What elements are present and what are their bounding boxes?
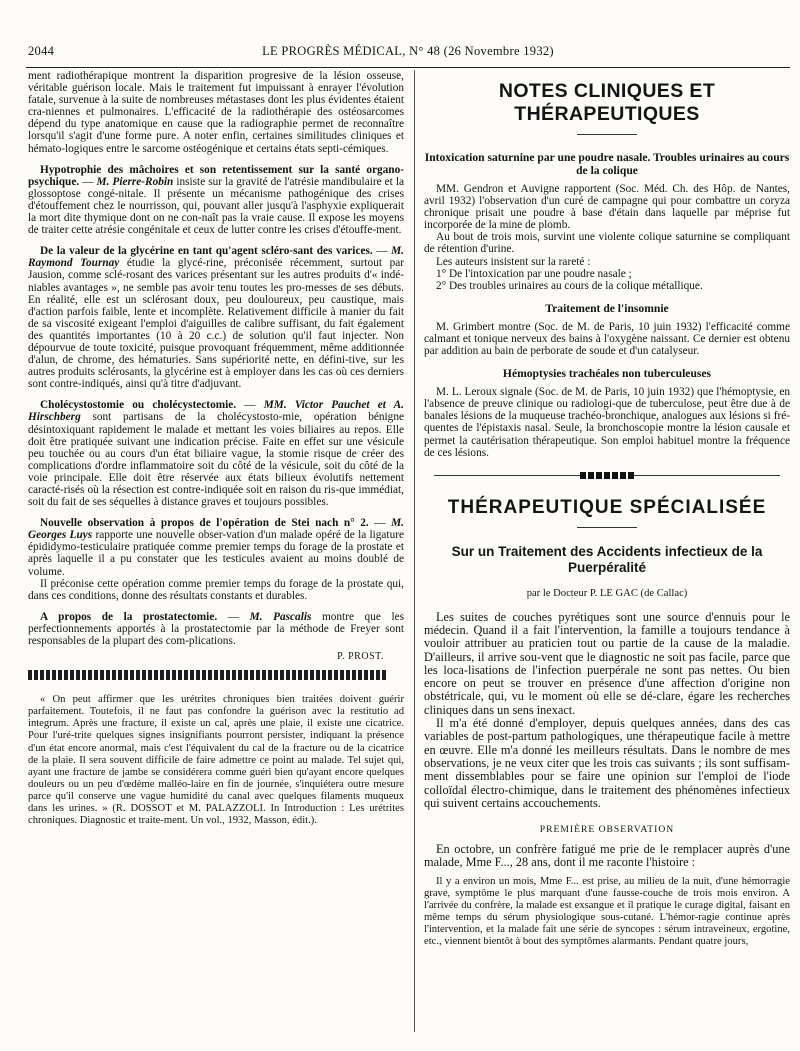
signature: P. PROST. xyxy=(337,651,384,663)
right-column xyxy=(424,70,790,1045)
article-glycerine: De la valeur de la glycérine en tant qu'agent scléro-sant des varices. — M. Raymond Tournay étudie la glycé-rine, préconisée récemment, surtout par Jausion, comme sclé-rosant des varices présentant sur les autres produits d'« indé-niables avantages », ne semble pas avoir tenu toutes les pro-messes de ses débuts. En réalité, elle est un sclérosant doux, peu douloureux, peu caustique, mais d'action parfois faible, lente et incomplète. Relativement difficile à manier du fait de sa viscosité exigeant l'emploi d'aiguilles de calibre suffisant, du fait également des quantités importantes (10 à 20 c.c.) de solution qu'il faut injecter. Non dépourvue de toute toxicité, puisque provoquant fréquemment, même additionnée d'alun, de chrome, des hématuries. Sans supériorité nette, en défini-tive, sur les autres produits sclérosants, la glycérine est à employer dans les cas où ces derniers sont contre-indiqués, ainsi qu'à titre d'adjuvant. xyxy=(28,245,404,391)
article-title: Sur un Traitement des Accidents infectieux de la Puerpéralité xyxy=(451,543,763,575)
article-cholecystostomie: Cholécystostomie ou cholécystectomie. — MM. Victor Pauchet et A. Hirschberg sont partisans de la cholécystosto-mie, opération bénigne désintoxiquant rapidement le malade et mettant les voies biliaires au repos. Elle doit être pratiquée suivant une indication précise. Faite en effet sur une vésicule peu touchée ou au cours d'un état biliaire vague, la stomie risque de créer des complications d'ordre inflammatoire soit du côté de la vésicule, soit du côté de la voie principale. Elle doit être réservée aux états bilieux évolutifs nettement caracté-risés où la résection est contre-indiquée soit en raison du ris-que immédiat, soit du fait de ses séquelles à distance graves et toujours possibles. xyxy=(28,399,404,509)
article-title: Hypotrophie des mâchoires et son retentissement sur la santé organo-psychique. xyxy=(28,163,404,188)
note-text: M. L. Leroux signale (Soc. de M. de Paris, 10 juin 1932) que l'hémoptysie, en l'absence de preuve clinique ou radiologi-que de tuberculose, peut être due à de banales lésions de la muqueuse trachéo-bronchique, analogues aux lésions si fré-quentes de l'épistaxis nasal. Seule, la bronchoscopie montre la lésion causale et permet la cautérisation thérapeutique. Son emploi habituel montre la fréquence de ces lésions. xyxy=(424,386,790,459)
note-text: Au bout de trois mois, survint une violente colique saturnine se compliquant de rétention d'urine. xyxy=(424,231,790,256)
article-author: M. Pierre-Robin xyxy=(96,175,174,188)
article-steinach: Nouvelle observation à propos de l'opération de Stei nach n° 2. — M. Georges Luys rapporte une nouvelle obser-vation d'un malade opéré de la ligature épididymo-testiculaire pratiquée comme premier temps du forage de la prostate et après laquelle il a pu constater que les testicules avaient au moins doublé de volume. xyxy=(28,517,404,578)
note-text: Les auteurs insistent sur la rareté : xyxy=(436,255,591,268)
article-hypotrophie: Hypotrophie des mâchoires et son retentissement sur la santé organo-psychique. — M. Pierre-Robin insiste sur la gravité de l'atrésie mandibulaire et la glossoptose congé-nitale. Il présente un mécanisme pathogénique des crises d'étouffement chez le nourrisson, qui, pouvant aller jusqu'à l'asphyxie expliquerait la mort dite thymique dont on ne con-naît pas la vraie cause. Il expose les moyens de traiter cette atrésie congénitale et ceux de lutter contre les crises d'étouffe-ment. xyxy=(28,163,404,237)
continued-paragraph: ment radiothérapique montrent la disparition progresive de la lésion osseuse, véritable guérison locale. Mais le traitement fut impuissant à enrayer l'évolution fatale, survenue à la suite de nombreuses métastases dont les plus évidentes étaient cra-niennes et pulmonaires. L'efficacité de la radiothérapie des ostéosarcomes dépend du type anatomique en cause que la radiographie permet de reconnaître lorsqu'il s'agit d'une forme pure. A noter enfin, certaines similitudes cliniques et hémato-logiques entre le sarcome ostéogénique et certains états septi-cémiques. xyxy=(28,70,404,155)
body-paragraph: Les suites de couches pyrétiques sont une source d'ennuis pour le médecin. Quand il a fait l'intervention, la famille a toujours tendance à vouloir attribuer au praticien tout ou partie de la cause de la maladie. D'ailleurs, il arrive sou-vent que le diagnostic ne soit pas facile, parce que les loca-lisations de l'infection puerpérale ne sont pas nettes. Ou bien encore on peut se trouver en présence d'une affection d'origine non obstétricale, qui, vu le moment où elle se dé-clare, égare les recherches cliniques dans un sens inexact. xyxy=(424,609,790,717)
note-text: M. Grimbert montre (Soc. de M. de Paris, 10 juin 1932) l'efficacité comme calmant et tonique nerveux des bains à l'oxygène naissant. Ce dernier est obtenu par addition au bain de perborate de soude et d'un catalyseur. xyxy=(424,320,790,358)
article-title: Nouvelle observation à propos de l'opération de Stei nach n° 2. xyxy=(40,517,369,530)
article-author: M. Raymond Tournay xyxy=(28,245,404,270)
section-title: NOTES CLINIQUES ET THÉRAPEUTIQUES xyxy=(498,80,716,125)
article-author: M. Pascalis xyxy=(249,610,312,623)
body-paragraph: En octobre, un confrère fatigué me prie de le remplacer auprès d'une malade, Mme F..., 28 ans, dont il me raconte l'histoire : xyxy=(424,842,790,870)
article-author: MM. Victor Pauchet et A. Hirschberg xyxy=(28,399,404,424)
body-paragraph: Il m'a été donné d'employer, depuis quelques années, dans des cas variables de post-partum pathologiques, une thérapeutique facile à mettre en œuvre. Elle m'a donné les meilleurs résultats. Dans le nombre de mes observations, je ne veux citer que les trois cas suivants ; ils sont suffisam-ment dissemblables pour se faire une opinion sur l'emploi de l'iode colloïdal électro-chimique, dans le traitement des phénomènes infectieux qui suivent certains accouchements. xyxy=(424,716,790,810)
byline: par le Docteur P. LE GAC (de Callac) xyxy=(526,587,688,599)
header-rule xyxy=(26,67,790,68)
body-paragraph: Il y a environ un mois, Mme F... est prise, au milieu de la nuit, d'une hémorragie grave, symptôme le plus marquant d'une fausse-couche de trois mois environ. A l'arrivée du confrère, la malade est exsangue et il pratique le curage digital, faisant en même temps du sérum physiologique sous-cutané. L'hémor-ragie continue après l'intervention, et la malade fait une série de syncopes : sérum intraveineux, ergotine, etc., viennent bientôt à bout des symptômes alarmants. Pendant quatre jours, xyxy=(424,875,790,948)
article-title: A propos de la prostatectomie. xyxy=(40,610,218,623)
quote-block: « On peut affirmer que les urétrites chroniques bien traitées doivent guérir parfaitement. Toutefois, il ne faut pas confondre la guérison avec la restitutio ad integrum. Après une fracture, il existe un cal, après une plaie, il existe une cicatrice. Pour l'uré-trite quelques signes insignifiants pourront persister, indiquant la présence d'un état encore anormal, mais c'est l'équivalent du cal de la fracture ou de la cicatrice de la plaie. Il sera souvent difficile de faire admettre ce point au malade. Tel sujet qui, ayant une fracture de jambe se considérera comme guéri bien qu'ayant encore quelques douleurs ou un peu d'œdème malléo-laire en fin de journée, s'inquiétera outre mesure parce qu'il conserve une vague humidité du canal avec quelques filaments muqueux dans les urines. » (R. DOSSOT et M. PALAZZOLI. In Introduction : Les urétrites chroniques. Diagnostic et traite-ment. Un vol., 1932, Masson, édit.). xyxy=(28,694,404,827)
page-number: 2044 xyxy=(28,44,55,58)
article-text: rapporte une nouvelle obser-vation d'un malade opéré de la ligature épididymo-testiculaire pratiquée comme premier temps du forage de la prostate et après laquelle il a pu constater que les testicules avaient au moins doublé de volume. xyxy=(28,529,404,578)
article-text: sont partisans de la cholécystosto-mie, opération bénigne désintoxiquant rapidement le malade et mettant les voies biliaires au repos. Elle doit être pratiquée suivant une indication précise. Faite en effet sur une vésicule peu touchée ou au cours d'un état biliaire vague, la stomie risque de créer des complications d'ordre inflammatoire soit du côté de la vésicule, soit du côté de la voie principale. Elle doit être réservée aux états bilieux évolutifs nettement caracté-risés où la résection est contre-indiquée soit en raison du ris-que immédiat, soit du fait de ses séquelles à distance graves et toujours possibles. xyxy=(28,411,404,509)
note-text: MM. Gendron et Auvigne rapportent (Soc. Méd. Ch. des Hôp. de Nantes, avril 1932) l'observation d'un curé de campagne qui pour combattre un coryza chronique prisait une poudre à base d'étain dans laquelle par méprise fut incorporée de la mine de plomb. xyxy=(424,183,790,232)
running-title: LE PROGRÈS MÉDICAL, N° 48 (26 Novembre 1932) xyxy=(262,44,554,58)
column-divider xyxy=(414,70,415,1032)
section-rule xyxy=(577,527,637,528)
note-list-item: 2° Des troubles urinaires au cours de la colique métallique. xyxy=(436,279,703,292)
note-title: Hémoptysies trachéales non tuberculeuses xyxy=(502,367,712,381)
article-prostatectomie: A propos de la prostatectomie. — M. Pascalis montre que les perfectionnements apportés à la prostatectomie par la méthode de Freyer sont responsables de la plupart des com-plications. xyxy=(28,610,404,648)
running-header xyxy=(28,44,788,64)
article-text: insiste sur la gravité de l'atrésie mandibulaire et la glossoptose congé-nitale. Il présente un mécanisme pathogénique des crises d'étouffement chez le nourrisson, qui, pouvant aller jusqu'à l'asphyxie expliquerait la mort dite thymique dont on ne con-naît pas la vraie cause. Il expose les moyens de traiter cette atrésie congénitale et ceux de lutter contre les crises d'étouffe-ment. xyxy=(28,175,404,237)
note-title: Intoxication saturnine par une poudre nasale. Troubles urinaires au cours de la colique xyxy=(424,151,790,177)
article-text-continued: Il préconise cette opération comme premier temps du forage de la prostate qui, dans ces conditions, donne des résultats constants et durables. xyxy=(28,577,404,602)
note-title: Traitement de l'insomnie xyxy=(545,301,669,315)
note-list-item: 1° De l'intoxication par une poudre nasale ; xyxy=(436,267,632,280)
article-text: montre que les perfectionnements apportés à la prostatectomie par la méthode de Freyer sont responsables de la plupart des com-plications. xyxy=(28,610,404,648)
article-title: De la valeur de la glycérine en tant qu'agent scléro-sant des varices. xyxy=(40,245,373,258)
article-author: M. Georges Luys xyxy=(28,517,404,542)
article-title: Cholécystostomie ou cholécystectomie. xyxy=(40,399,237,412)
article-text: étudie la glycé-rine, préconisée récemment, surtout par Jausion, comme sclé-rosant des varices présentant sur les autres produits d'« indé-niables avantages », ne semble pas avoir tenu toutes les pro-messes de ses débuts. En réalité, elle est un sclérosant doux, peu douloureux, peu caustique, mais d'action parfois faible, lente et incomplète. Relativement difficile à manier du fait de sa viscosité exigeant l'emploi d'aiguilles de calibre suffisant, du fait également des quantités importantes (10 à 20 c.c.) de solution qu'il faut injecter. Non dépourvue de toute toxicité, puisque provoquant fréquemment, même additionnée d'alun, de chrome, des hématuries. Sans supériorité nette, en défini-tive, sur les autres produits sclérosants, la glycérine est à employer dans les cas où ces derniers sont contre-indiqués, ainsi qu'à titre d'adjuvant. xyxy=(28,257,404,391)
section-rule xyxy=(577,134,637,135)
ornament-divider xyxy=(424,469,790,483)
decorative-border xyxy=(28,670,388,680)
section-title: THÉRAPEUTIQUE SPÉCIALISÉE xyxy=(447,496,767,518)
observation-heading: PREMIÈRE OBSERVATION xyxy=(539,824,675,836)
left-column xyxy=(28,70,404,1045)
